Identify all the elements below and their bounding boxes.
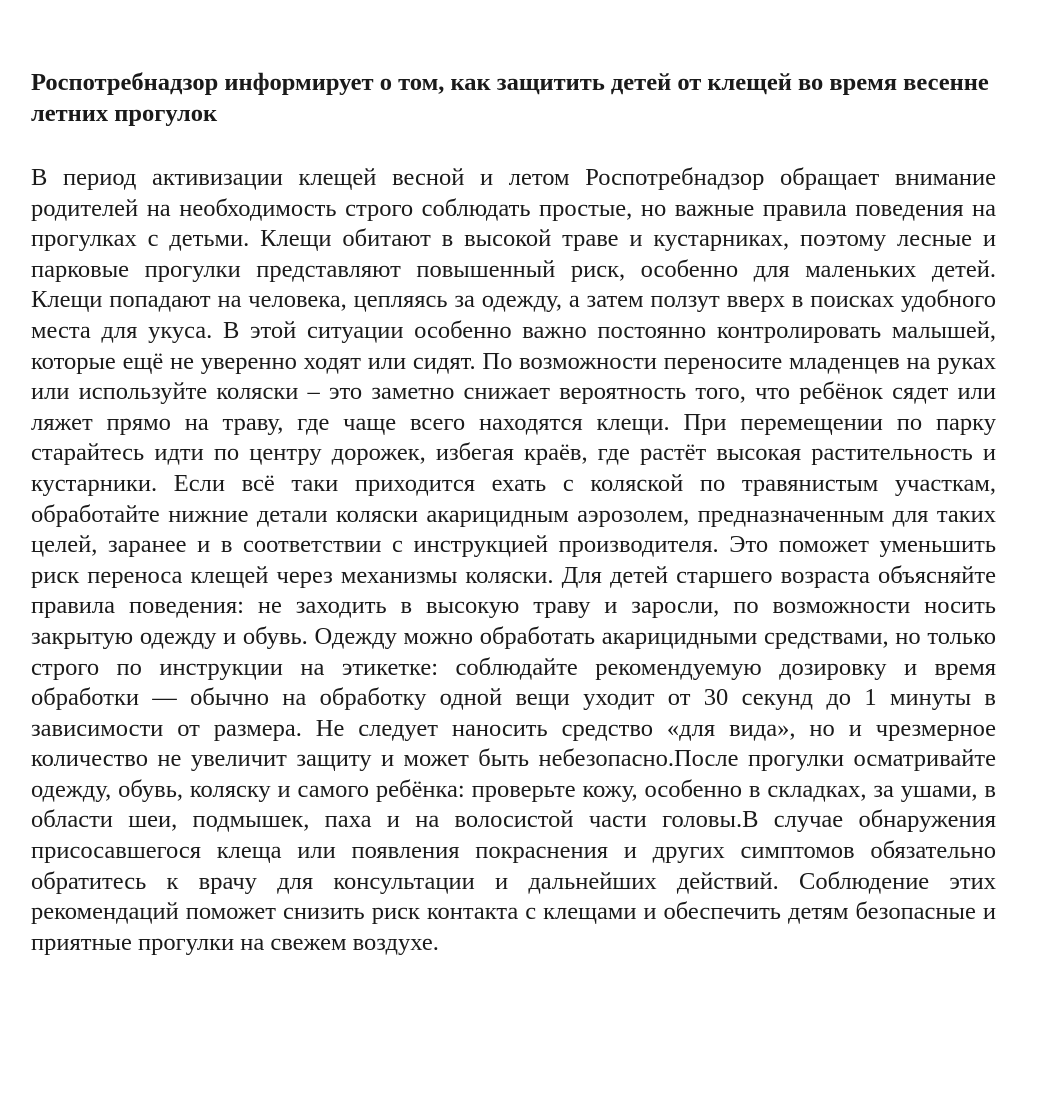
document-page [31,67,996,958]
document-body-paragraph: В период активизации клещей весной и летом Роспотребнадзор обращает внимание родителей на необходимость строго соблюдать простые, но важные правила поведения на прогулках с детьми. Клещи обитают в высокой траве и кустарниках, поэтому лесные и парковые прогулки представляют повышенный риск, особенно для маленьких детей. Клещи попадают на человека, цепляясь за одежду, а затем ползут вверх в поисках удобного места для укуса. В этой ситуации особенно важно постоянно контролировать малышей, которые ещё не уверенно ходят или сидят. По возможности переносите младенцев на руках или используйте коляски – это заметно снижает вероятность того, что ребёнок сядет или ляжет прямо на траву, где чаще всего находятся клещи. При перемещении по парку старайтесь идти по центру дорожек, избегая краёв, где растёт высокая растительность и кустарники. Если всё таки приходится ехать с коляской по травянистым участкам, обработайте нижние детали коляски акарицидным аэрозолем, предназначенным для таких целей, заранее и в соответствии с инструкцией производителя. Это поможет уменьшить риск переноса клещей через механизмы коляски. Для детей старшего возраста объясняйте правила поведения: не заходить в высокую траву и заросли, по возможности носить закрытую одежду и обувь. Одежду можно обработать акарицидными средствами, но только строго по инструкции на этикетке: соблюдайте рекомендуемую дозировку и время обработки — обычно на обработку одной вещи уходит от 30 секунд до 1 минуты в зависимости от размера. Не следует наносить средство «для вида», но и чрезмерное количество не увеличит защиту и может быть небезопасно.После прогулки осматривайте одежду, обувь, коляску и самого ребёнка: проверьте кожу, особенно в складках, за ушами, в области шеи, подмышек, паха и на волосистой части головы.В случае обнаружения присосавшегося клеща или появления покраснения и других симптомов обязательно обратитесь к врачу для консультации и дальнейших действий. Соблюдение этих рекомендаций поможет снизить риск контакта с клещами и обеспечить детям безопасные и приятные прогулки на свежем воздухе. [31,164,996,956]
document-title: Роспотребнадзор информирует о том, как защитить детей от клещей во время весенне летних прогулок [31,69,989,127]
